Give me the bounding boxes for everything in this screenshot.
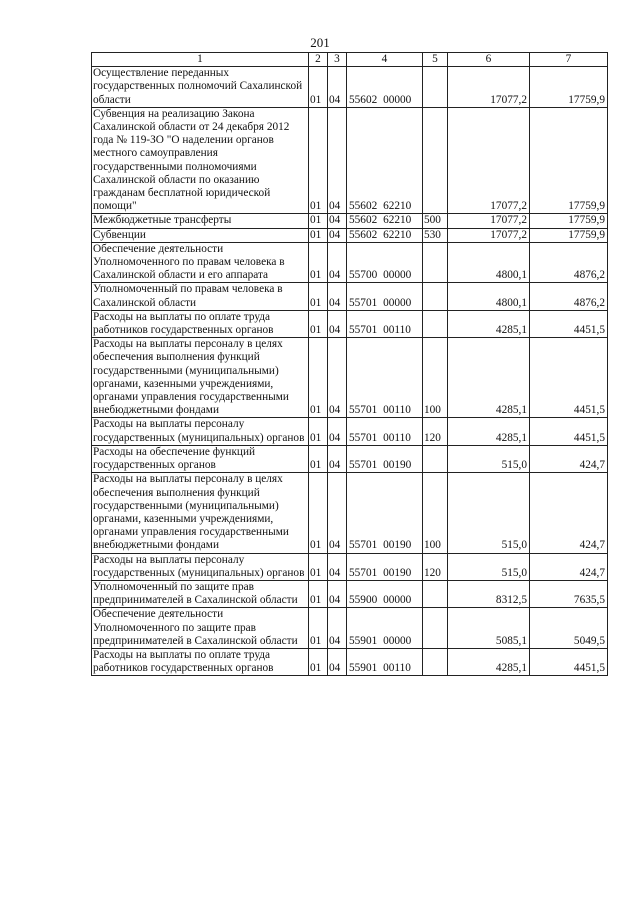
- amount-col6-cell: 4285,1: [448, 648, 530, 675]
- expense-type-cell: 530: [423, 228, 448, 242]
- expense-type-cell: [423, 608, 448, 649]
- subsection-code-cell: 04: [328, 648, 347, 675]
- target-article-cell: 55701 00110: [347, 338, 423, 418]
- expense-type-cell: 500: [423, 214, 448, 228]
- amount-col7-cell: 17759,9: [530, 107, 608, 214]
- table-row: [92, 242, 608, 283]
- subsection-code-cell: 04: [328, 107, 347, 214]
- amount-col7-cell: 424,7: [530, 445, 608, 472]
- row-name-cell: Расходы на выплаты по оплате труда работников государственных органов: [92, 310, 309, 337]
- column-header: 3: [328, 53, 347, 67]
- amount-col6-cell: 8312,5: [448, 580, 530, 607]
- section-code-cell: 01: [309, 608, 328, 649]
- table-row: [92, 214, 608, 228]
- target-article-cell: 55701 00000: [347, 283, 423, 310]
- subsection-code-cell: 04: [328, 338, 347, 418]
- subsection-code-cell: 04: [328, 242, 347, 283]
- section-code-cell: 01: [309, 67, 328, 108]
- section-code-cell: 01: [309, 445, 328, 472]
- amount-col6-cell: 5085,1: [448, 608, 530, 649]
- expense-type-cell: [423, 283, 448, 310]
- budget-table: [91, 52, 608, 676]
- amount-col7-cell: 4451,5: [530, 648, 608, 675]
- amount-col7-cell: 424,7: [530, 473, 608, 553]
- amount-col6-cell: 4800,1: [448, 242, 530, 283]
- subsection-code-cell: 04: [328, 473, 347, 553]
- amount-col7-cell: 4876,2: [530, 283, 608, 310]
- amount-col6-cell: 515,0: [448, 445, 530, 472]
- target-article-cell: 55602 62210: [347, 214, 423, 228]
- amount-col6-cell: 4285,1: [448, 310, 530, 337]
- subsection-code-cell: 04: [328, 418, 347, 445]
- subsection-code-cell: 04: [328, 553, 347, 580]
- amount-col7-cell: 4451,5: [530, 418, 608, 445]
- expense-type-cell: [423, 242, 448, 283]
- amount-col6-cell: 515,0: [448, 473, 530, 553]
- amount-col7-cell: 4451,5: [530, 310, 608, 337]
- row-name-cell: Расходы на выплаты персоналу государственных (муниципальных) органов: [92, 418, 309, 445]
- amount-col6-cell: 4285,1: [448, 338, 530, 418]
- subsection-code-cell: 04: [328, 67, 347, 108]
- target-article-cell: 55901 00000: [347, 608, 423, 649]
- expense-type-cell: 120: [423, 418, 448, 445]
- subsection-code-cell: 04: [328, 608, 347, 649]
- expense-type-cell: 120: [423, 553, 448, 580]
- target-article-cell: 55701 00190: [347, 473, 423, 553]
- amount-col6-cell: 4285,1: [448, 418, 530, 445]
- section-code-cell: 01: [309, 580, 328, 607]
- section-code-cell: 01: [309, 473, 328, 553]
- table-row: [92, 67, 608, 108]
- row-name-cell: Расходы на выплаты персоналу государственных (муниципальных) органов: [92, 553, 309, 580]
- table-row: [92, 228, 608, 242]
- section-code-cell: 01: [309, 648, 328, 675]
- column-header: 2: [309, 53, 328, 67]
- amount-col6-cell: 515,0: [448, 553, 530, 580]
- row-name-cell: Расходы на выплаты персоналу в целях обеспечения выполнения функций государственными (муниципальными) органами, казенными учреждениями, органами управления государственными внебюджетными фондами: [92, 338, 309, 418]
- section-code-cell: 01: [309, 242, 328, 283]
- section-code-cell: 01: [309, 283, 328, 310]
- table-row: [92, 283, 608, 310]
- column-header: 5: [423, 53, 448, 67]
- section-code-cell: 01: [309, 107, 328, 214]
- subsection-code-cell: 04: [328, 214, 347, 228]
- amount-col7-cell: 4451,5: [530, 338, 608, 418]
- target-article-cell: 55602 00000: [347, 67, 423, 108]
- table-row: [92, 553, 608, 580]
- row-name-cell: Обеспечение деятельности Уполномоченного по правам человека в Сахалинской области и его аппарата: [92, 242, 309, 283]
- amount-col7-cell: 17759,9: [530, 228, 608, 242]
- section-code-cell: 01: [309, 553, 328, 580]
- expense-type-cell: [423, 107, 448, 214]
- table-row: [92, 473, 608, 553]
- expense-type-cell: 100: [423, 473, 448, 553]
- section-code-cell: 01: [309, 310, 328, 337]
- row-name-cell: Субвенции: [92, 228, 309, 242]
- target-article-cell: 55701 00190: [347, 553, 423, 580]
- table-row: [92, 445, 608, 472]
- subsection-code-cell: 04: [328, 228, 347, 242]
- amount-col7-cell: 17759,9: [530, 67, 608, 108]
- amount-col7-cell: 5049,5: [530, 608, 608, 649]
- expense-type-cell: [423, 580, 448, 607]
- target-article-cell: 55701 00190: [347, 445, 423, 472]
- expense-type-cell: 100: [423, 338, 448, 418]
- amount-col7-cell: 424,7: [530, 553, 608, 580]
- row-name-cell: Межбюджетные трансферты: [92, 214, 309, 228]
- amount-col6-cell: 17077,2: [448, 67, 530, 108]
- row-name-cell: Расходы на выплаты персоналу в целях обеспечения выполнения функций государственными (муниципальными) органами, казенными учреждениями, органами управления государственными внебюджетными фондами: [92, 473, 309, 553]
- amount-col6-cell: 4800,1: [448, 283, 530, 310]
- row-name-cell: Уполномоченный по защите прав предпринимателей в Сахалинской области: [92, 580, 309, 607]
- amount-col6-cell: 17077,2: [448, 107, 530, 214]
- expense-type-cell: [423, 648, 448, 675]
- target-article-cell: 55701 00110: [347, 418, 423, 445]
- subsection-code-cell: 04: [328, 283, 347, 310]
- subsection-code-cell: 04: [328, 310, 347, 337]
- subsection-code-cell: 04: [328, 445, 347, 472]
- column-header: 6: [448, 53, 530, 67]
- column-header: 4: [347, 53, 423, 67]
- row-name-cell: Осуществление переданных государственных полномочий Сахалинской области: [92, 67, 309, 108]
- column-header: 7: [530, 53, 608, 67]
- table-row: [92, 418, 608, 445]
- table-row: [92, 580, 608, 607]
- table-row: [92, 310, 608, 337]
- target-article-cell: 55900 00000: [347, 580, 423, 607]
- amount-col7-cell: 4876,2: [530, 242, 608, 283]
- column-header: 1: [92, 53, 309, 67]
- target-article-cell: 55602 62210: [347, 107, 423, 214]
- table-row: [92, 338, 608, 418]
- target-article-cell: 55701 00110: [347, 310, 423, 337]
- table-row: [92, 648, 608, 675]
- table-row: [92, 608, 608, 649]
- section-code-cell: 01: [309, 228, 328, 242]
- row-name-cell: Обеспечение деятельности Уполномоченного по защите прав предпринимателей в Сахалинской области: [92, 608, 309, 649]
- expense-type-cell: [423, 67, 448, 108]
- target-article-cell: 55602 62210: [347, 228, 423, 242]
- row-name-cell: Субвенция на реализацию Закона Сахалинской области от 24 декабря 2012 года № 119-ЗО "О наделении органов местного самоуправления государственными полномочиями Сахалинской области по оказанию гражданам бесплатной юридической помощи": [92, 107, 309, 214]
- amount-col6-cell: 17077,2: [448, 228, 530, 242]
- page-number: 201: [310, 35, 330, 50]
- section-code-cell: 01: [309, 214, 328, 228]
- section-code-cell: 01: [309, 338, 328, 418]
- subsection-code-cell: 04: [328, 580, 347, 607]
- amount-col7-cell: 17759,9: [530, 214, 608, 228]
- target-article-cell: 55700 00000: [347, 242, 423, 283]
- row-name-cell: Расходы на выплаты по оплате труда работников государственных органов: [92, 648, 309, 675]
- section-code-cell: 01: [309, 418, 328, 445]
- expense-type-cell: [423, 445, 448, 472]
- header-row: [92, 53, 608, 67]
- amount-col7-cell: 7635,5: [530, 580, 608, 607]
- target-article-cell: 55901 00110: [347, 648, 423, 675]
- row-name-cell: Расходы на обеспечение функций государственных органов: [92, 445, 309, 472]
- table-row: [92, 107, 608, 214]
- expense-type-cell: [423, 310, 448, 337]
- amount-col6-cell: 17077,2: [448, 214, 530, 228]
- row-name-cell: Уполномоченный по правам человека в Сахалинской области: [92, 283, 309, 310]
